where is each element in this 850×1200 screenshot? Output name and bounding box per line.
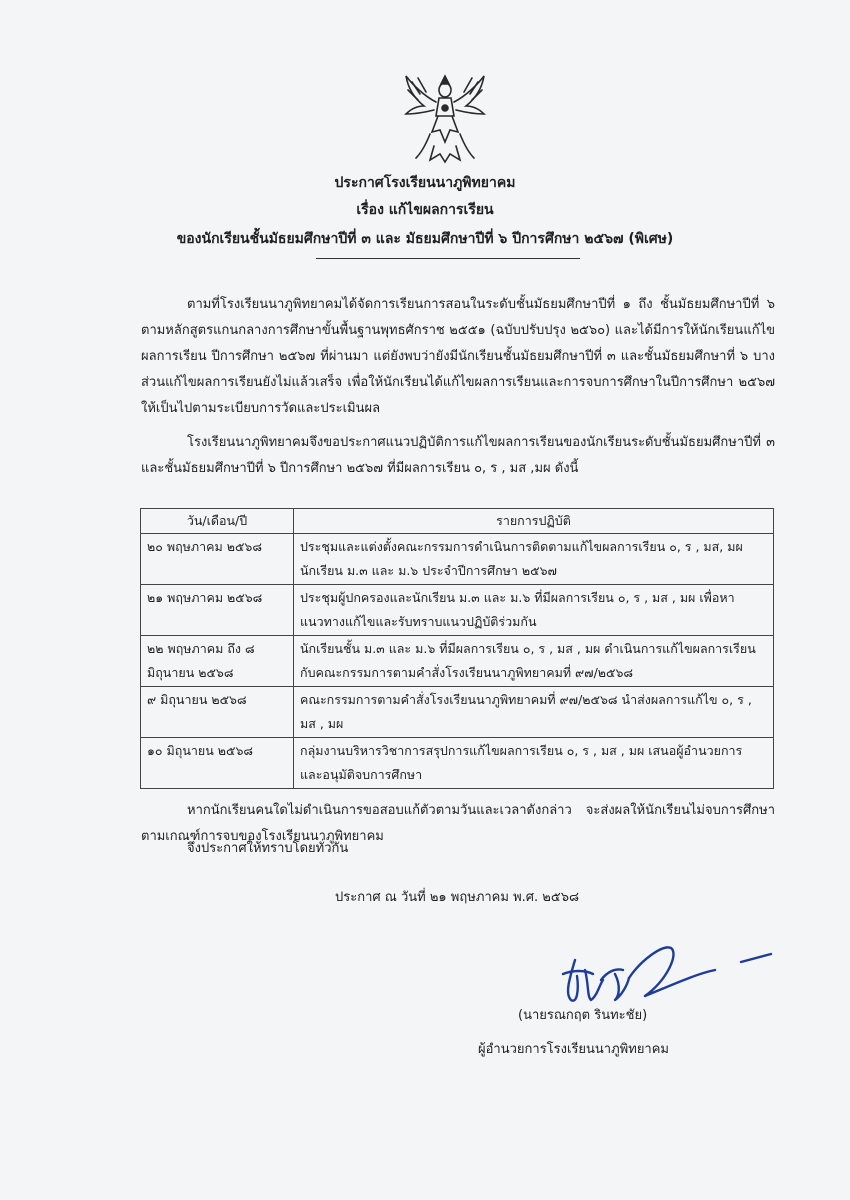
row-date: ๙ มิถุนายน ๒๕๖๘ bbox=[141, 687, 294, 738]
document-subject: เรื่อง แก้ไขผลการเรียน bbox=[356, 202, 494, 218]
row-action: กลุ่มงานบริหารวิชาการสรุปการแก้ไขผลการเรียน ๐, ร , มส , มผ เสนอผู้อำนวยการ และอนุมัติจบการศึกษา bbox=[294, 738, 774, 789]
row-action: ประชุมและแต่งตั้งคณะกรรมการดำเนินการติดตามแก้ไขผลการเรียน ๐, ร , มส, มผ นักเรียน ม.๓ และ ม.๖ ประจำปีการศึกษา ๒๕๖๗ bbox=[294, 534, 774, 585]
document-subtitle: ของนักเรียนชั้นมัธยมศึกษาปีที่ ๓ และ มัธยมศึกษาปีที่ ๖ ปีการศึกษา ๒๕๖๗ (พิเศษ) bbox=[176, 231, 674, 247]
table-row bbox=[141, 534, 774, 585]
body-paragraph-1: ตามที่โรงเรียนนาภูพิทยาคมได้จัดการเรียนการสอนในระดับชั้นมัธยมศึกษาปีที่ ๑ ถึง ชั้นมัธยมศึกษาปีที่ ๖ ตามหลักสูตรแกนกลางการศึกษาขั้นพื้นฐานพุทธศักราช ๒๕๕๑ (ฉบับปรับปรุง ๒๕๖๐) และได้มีการให้นักเรียนแก้ไขผลการเรียน ปีการศึกษา ๒๕๖๗ ที่ผ่านมา แต่ยังพบว่ายังมีนักเรียนชั้นมัธยมศึกษาปีที่ ๓ และชั้นมัธยมศึกษาที่ ๖ บางส่วนแก้ไขผลการเรียนยังไม่แล้วเสร็จ เพื่อให้นักเรียนได้แก้ไขผลการเรียนและการจบการศึกษาในปีการศึกษา ๒๕๖๗ ให้เป็นไปตามระเบียบการวัดและประเมินผล bbox=[141, 297, 775, 416]
row-action: ประชุมผู้ปกครองและนักเรียน ม.๓ และ ม.๖ ที่มีผลการเรียน ๐, ร , มส , มผ เพื่อหาแนวทางแก้ไขและรับทราบแนวปฏิบัติร่วมกัน bbox=[294, 585, 774, 636]
announcement-date: ประกาศ ณ วันที่ ๒๑ พฤษภาคม พ.ศ. ๒๕๖๘ bbox=[335, 890, 579, 905]
column-header-action: รายการปฏิบัติ bbox=[294, 509, 774, 534]
body-paragraph-4: จึงประกาศให้ทราบโดยทั่วกัน bbox=[187, 841, 349, 856]
table-row bbox=[141, 636, 774, 687]
garuda-emblem-icon bbox=[400, 72, 490, 164]
signer-position: ผู้อำนวยการโรงเรียนนาภูพิทยาคม bbox=[478, 1042, 670, 1057]
table-row bbox=[141, 585, 774, 636]
title-divider bbox=[316, 258, 580, 259]
row-action: คณะกรรมการตามคำสั่งโรงเรียนนาภูพิทยาคมที่ ๙๗/๒๕๖๘ นำส่งผลการแก้ไข ๐, ร , มส , มผ bbox=[294, 687, 774, 738]
row-date: ๒๒ พฤษภาคม ถึง ๘ มิถุนายน ๒๕๖๘ bbox=[141, 636, 294, 687]
row-date: ๒๐ พฤษภาคม ๒๕๖๘ bbox=[141, 534, 294, 585]
table-row bbox=[141, 738, 774, 789]
signature-icon bbox=[545, 930, 780, 1010]
table-header-row bbox=[141, 509, 774, 534]
signer-name: (นายรณกฤต รินทะชัย) bbox=[518, 1008, 648, 1023]
schedule-table bbox=[140, 508, 774, 789]
row-date: ๑๐ มิถุนายน ๒๕๖๘ bbox=[141, 738, 294, 789]
row-action: นักเรียนชั้น ม.๓ และ ม.๖ ที่มีผลการเรียน ๐, ร , มส , มผ ดำเนินการแก้ไขผลการเรียน กับคณะกรรมการตามคำสั่งโรงเรียนนาภูพิทยาคมที่ ๙๗/๒๕๖๘ bbox=[294, 636, 774, 687]
document-title: ประกาศโรงเรียนนาภูพิทยาคม bbox=[334, 175, 516, 191]
body-paragraph-2: โรงเรียนนาภูพิทยาคมจึงขอประกาศแนวปฏิบัติการแก้ไขผลการเรียนของนักเรียนระดับชั้นมัธยมศึกษาปีที่ ๓ และชั้นมัธยมศึกษาปีที่ ๖ ปีการศึกษา ๒๕๖๗ ที่มีผลการเรียน ๐, ร , มส ,มผ ดังนี้ bbox=[141, 435, 775, 476]
table-row bbox=[141, 687, 774, 738]
body-paragraph-3: หากนักเรียนคนใดไม่ดำเนินการขอสอบแก้ตัวตามวันและเวลาดังกล่าว จะส่งผลให้นักเรียนไม่จบการศึกษาตามเกณฑ์การจบของโรงเรียนนาภูพิทยาคม bbox=[141, 803, 775, 844]
row-date: ๒๑ พฤษภาคม ๒๕๖๘ bbox=[141, 585, 294, 636]
column-header-date: วัน/เดือน/ปี bbox=[141, 509, 294, 534]
